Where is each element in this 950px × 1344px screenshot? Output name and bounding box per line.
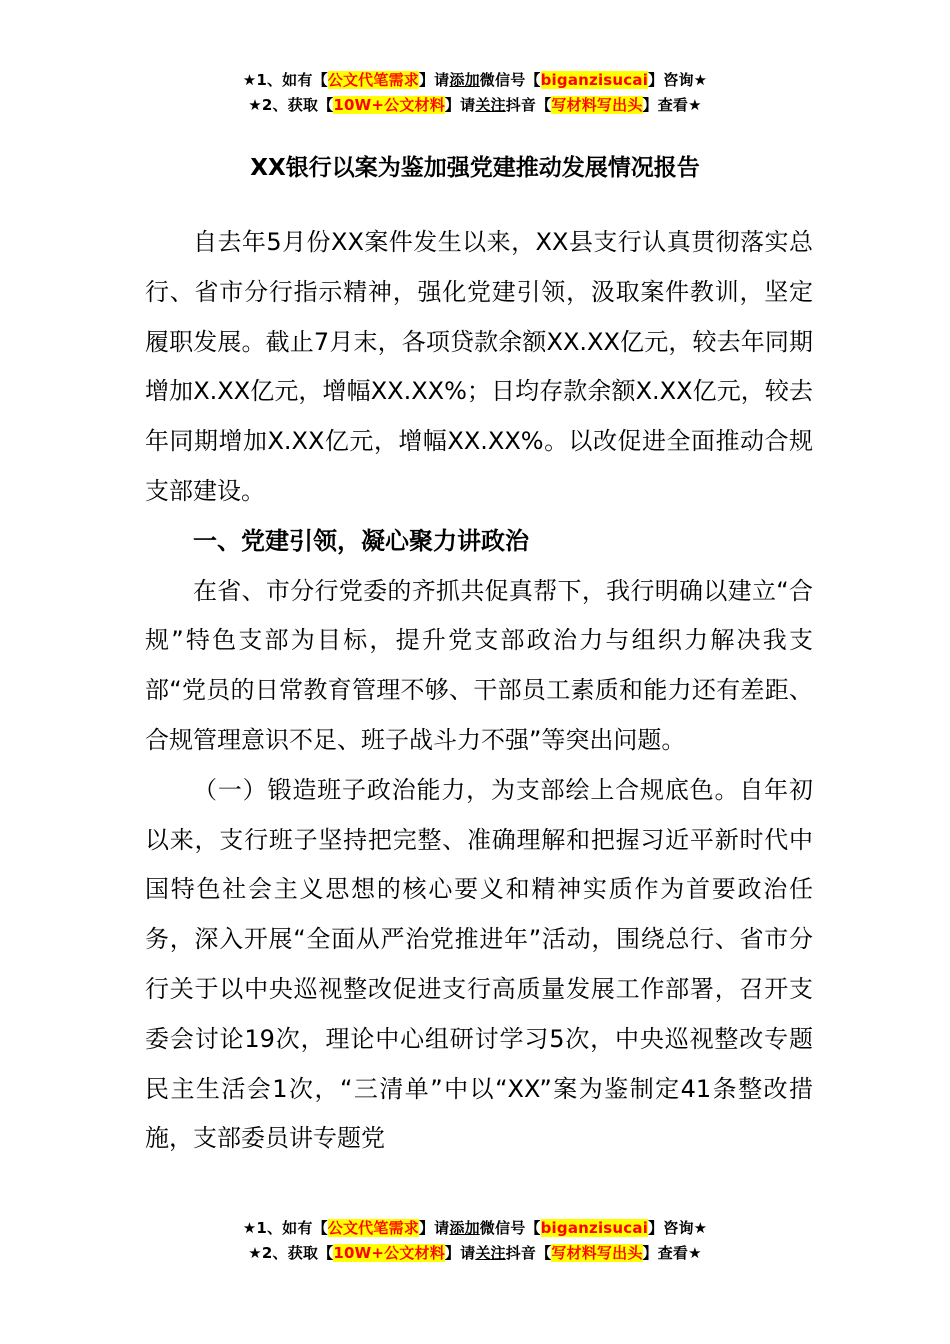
banner-text: 】咨询★ [648, 71, 708, 89]
banner-line-2 [0, 1241, 950, 1266]
banner-underlined-text: 关注 [475, 96, 506, 114]
banner-highlight: 写材料写出头 [551, 1244, 643, 1262]
document-body [145, 218, 813, 1164]
banner-text: 】请 [444, 1244, 476, 1262]
banner-text: 】请 [418, 71, 450, 89]
banner-underlined-text: 添加 [449, 1219, 480, 1237]
banner-text: 抖音【 [505, 96, 552, 114]
banner-line-1 [0, 1216, 950, 1241]
banner-line-2 [0, 93, 950, 118]
banner-text: ★2、获取【 [248, 96, 334, 114]
banner-text: 微信号【 [479, 1219, 541, 1237]
banner-text: 】请 [418, 1219, 450, 1237]
banner-highlight: biganzisucai [540, 1219, 649, 1237]
banner-highlight: 10W+公文材料 [333, 1244, 445, 1262]
banner-underlined-text: 添加 [449, 71, 480, 89]
top-banner [0, 68, 950, 118]
banner-highlight: 公文代笔需求 [327, 71, 419, 89]
body-paragraph: 自去年5月份XX案件发生以来，XX县支行认真贯彻落实总行、省市分行指示精神，强化党建引领，汲取案件教训，坚定履职发展。截止7月末，各项贷款余额XX.XX亿元，较去年同期增加X.XX亿元，增幅XX.XX%；日均存款余额X.XX亿元，较去年同期增加X.XX亿元，增幅XX.XX%。以改促进全面推动合规支部建设。 [145, 228, 813, 505]
document-title: XX银行以案为鉴加强党建推动发展情况报告 [250, 155, 700, 181]
banner-text: 】查看★ [642, 96, 702, 114]
banner-text: ★1、如有【 [242, 1219, 328, 1237]
body-paragraph: 在省、市分行党委的齐抓共促真帮下，我行明确以建立“合规”特色支部为目标，提升党支部政治力与组织力解决我支部“党员的日常教育管理不够、干部员工素质和能力还有差距、合规管理意识不足、班子战斗力不强”等突出问题。 [145, 576, 813, 754]
banner-text: 】查看★ [642, 1244, 702, 1262]
bottom-banner [0, 1216, 950, 1266]
banner-text: 微信号【 [479, 71, 541, 89]
banner-line-1 [0, 68, 950, 93]
body-paragraph: （一）锻造班子政治能力，为支部绘上合规底色。自年初以来，支行班子坚持把完整、准确理解和把握习近平新时代中国特色社会主义思想的核心要义和精神实质作为首要政治任务，深入开展“全面从严治党推进年”活动，围绕总行、省市分行关于以中央巡视整改促进支行高质量发展工作部署，召开支委会讨论19次，理论中心组研讨学习5次，中央巡视整改专题民主生活会1次，“三清单”中以“XX”案为鉴制定41条整改措施，支部委员讲专题党 [145, 775, 813, 1153]
banner-highlight: biganzisucai [540, 71, 649, 89]
banner-highlight: 10W+公文材料 [333, 96, 445, 114]
banner-text: 抖音【 [505, 1244, 552, 1262]
banner-text: ★2、获取【 [248, 1244, 334, 1262]
section-heading: 一、党建引领，凝心聚力讲政治 [193, 526, 529, 555]
banner-text: 】请 [444, 96, 476, 114]
banner-highlight: 公文代笔需求 [327, 1219, 419, 1237]
banner-highlight: 写材料写出头 [551, 96, 643, 114]
banner-underlined-text: 关注 [475, 1244, 506, 1262]
banner-text: ★1、如有【 [242, 71, 328, 89]
banner-text: 】咨询★ [648, 1219, 708, 1237]
